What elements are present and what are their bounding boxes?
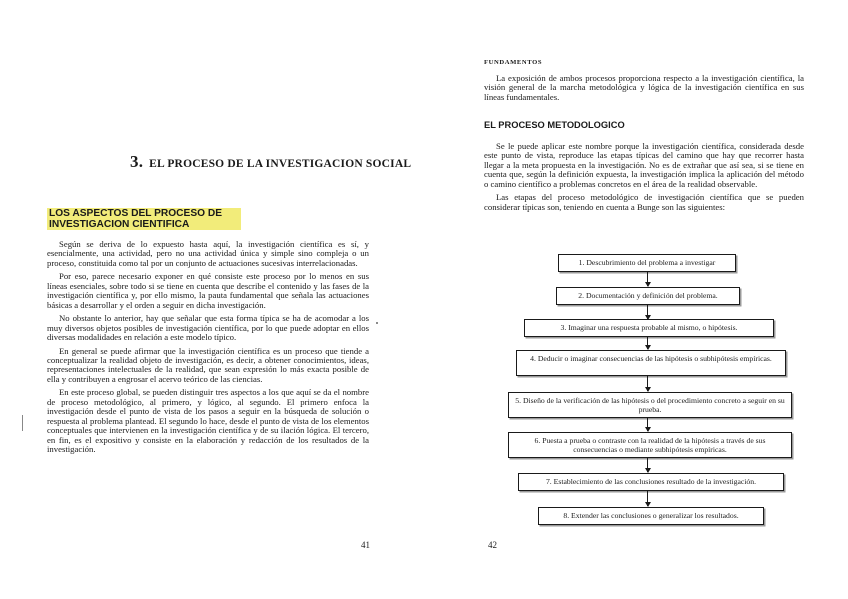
paragraph: En general se puede afirmar que la investigación científica es un proceso que tiende a conceptualizar la realidad objeto de investigación, es decir, a obtener conocimientos, ideas, representaciones intelectuales de la realidad, que sean expresión lo más exacta posible de ella y contribuyen a engrosar el acervo teórico de las ciencias. <box>47 345 369 384</box>
chapter-title <box>130 152 412 172</box>
running-head: FUNDAMENTOS <box>484 59 543 66</box>
flow-step-2: 2. Documentación y definición del problema. <box>556 287 740 305</box>
chapter-title-text: EL PROCESO DE LA INVESTIGACION SOCIAL <box>149 158 412 170</box>
paragraph: Se le puede aplicar este nombre porque la investigación científica, considerada desde este punto de vista, reproduce las etapas típicas del camino que hay que recorrer hasta llegar a la meta propuesta en la investigación. No es de extrañar que así sea, si se tiene en cuenta que, según la definición expuesta, la investigación implica la aplicación del método o camino científico a problemas concretos en el área de la realidad observable. <box>484 141 804 189</box>
right-body-text <box>484 142 804 216</box>
paragraph: Las etapas del proceso metodológico de investigación científica que se pueden considerar típicas son, teniendo en cuenta a Bunge son las siguientes: <box>484 192 804 212</box>
flow-arrow <box>647 418 648 431</box>
paragraph: En este proceso global, se pueden distinguir tres aspectos a los que aquí se da el nombre de proceso metodológico, al primero, y lógico, al segundo. El primero enfoca la investigación desde el punto de vista de los pasos a seguir en la búsqueda de solución o respuesta al problema plantead. El segundo lo hace, desde el punto de vista de los elementos conceptuales que intervienen en la investigación científica y de su ilación lógica. El tercero, en fin, es el expositivo y consiste en la elaboración y redacción de los resultados de la investigación. <box>47 387 369 455</box>
chapter-number: 3. <box>130 152 144 171</box>
flow-step-6: 6. Puesta a prueba o contraste con la realidad de la hipótesis a través de sus consecuencias o mediante subhipótesis empíricas. <box>508 432 792 458</box>
flow-step-5: 5. Diseño de la verificación de las hipótesis o del procedimiento concreto a seguir en su prueba. <box>508 392 792 418</box>
flow-step-4: 4. Deducir o imaginar consecuencias de las hipótesis o subhipótesis empíricas. <box>516 350 786 376</box>
paragraph: Por eso, parece necesario exponer en qué consiste este proceso por lo menos en sus líneas esenciales, sobre todo si se tiene en cuenta que describe el contenido y las fases de la investigación científica y, por ello mismo, la pauta fundamental que señala las actuaciones básicas a desarrollar y el orden a seguir en dicha investigación. <box>47 271 369 310</box>
process-flowchart <box>498 254 818 534</box>
paragraph: No obstante lo anterior, hay que señalar que esta forma típica se ha de acomodar a los muy diversos objetos posibles de investigación científica, por lo que puede adoptar en ellos diversas modalidades en relación a este modelo típico. <box>47 313 369 343</box>
intro-paragraph <box>484 74 804 106</box>
flow-arrow <box>647 272 648 286</box>
flow-step-1: 1. Descubrimiento del problema a investigar <box>558 254 736 272</box>
stray-mark <box>376 322 378 324</box>
left-body-text <box>47 240 369 459</box>
section-heading: EL PROCESO METODOLOGICO <box>484 120 625 130</box>
page-number: 42 <box>488 540 497 550</box>
section-heading-highlighted: LOS ASPECTOS DEL PROCESO DE INVESTIGACION CIENTIFICA <box>47 208 241 230</box>
right-page <box>424 0 848 599</box>
flow-arrow <box>647 491 648 506</box>
paragraph: La exposición de ambos procesos proporciona respecto a la investigación científica, la visión general de la marcha metodológica y lógica de la investigación científica en sus líneas fundamentales. <box>484 73 804 102</box>
flow-arrow <box>647 458 648 472</box>
flow-arrow <box>647 376 648 391</box>
flow-step-3: 3. Imaginar una respuesta probable al mismo, o hipótesis. <box>524 319 774 337</box>
paragraph: Según se deriva de lo expuesto hasta aquí, la investigación científica es sí, y esencialmente, una actividad, pero no una actividad única y simple sino compleja o un proceso, constituida como tal por un conjunto de actuaciones sucesivas interrelacionadas. <box>47 239 369 268</box>
flow-arrow <box>647 337 648 349</box>
margin-mark <box>22 415 23 431</box>
page-number: 41 <box>361 540 370 550</box>
flow-step-7: 7. Establecimiento de las conclusiones resultado de la investigación. <box>518 473 784 491</box>
flow-step-8: 8. Extender las conclusiones o generalizar los resultados. <box>538 507 764 525</box>
flow-arrow <box>647 305 648 319</box>
